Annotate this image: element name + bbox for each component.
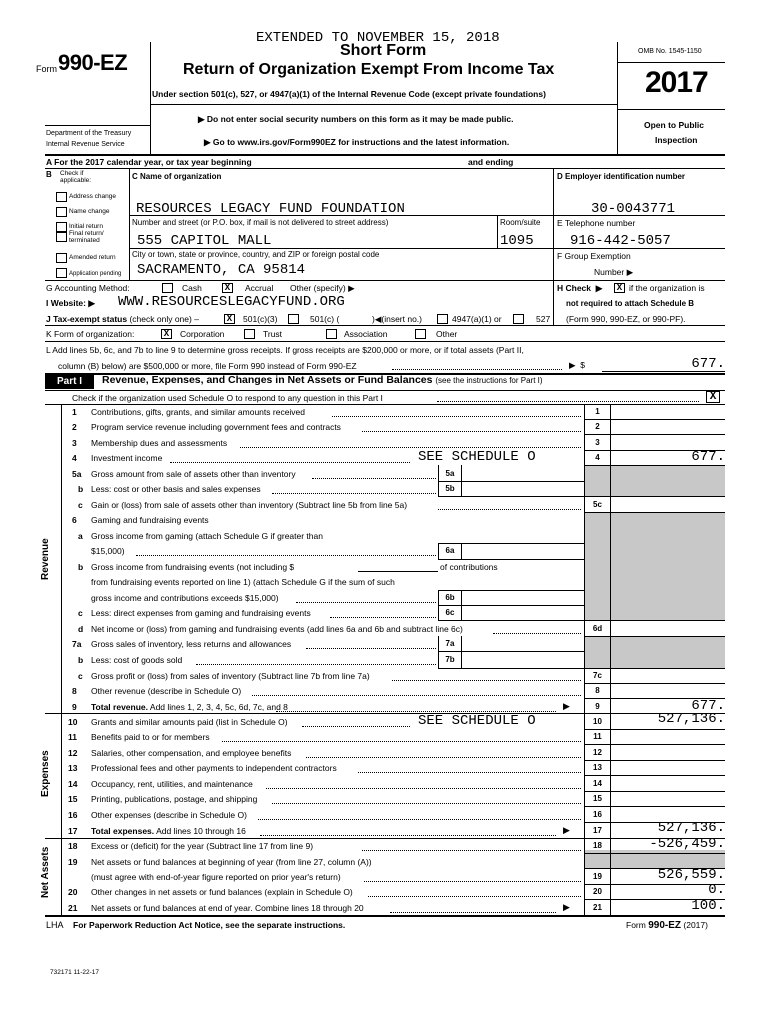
line-6c-text: Less: direct expenses from gaming and fundraising events xyxy=(91,608,311,618)
gross-receipts-text-2: column (B) below) are $500,000 or more, file Form 990 instead of Form 990-EZ xyxy=(58,361,357,371)
line-14-text: Occupancy, rent, utilities, and maintenance xyxy=(91,779,253,789)
city-label: City or town, state or province, country, and ZIP or foreign postal code xyxy=(132,250,380,259)
line-20-box: 20 xyxy=(593,887,602,896)
schedule-b-text-1: if the organization is xyxy=(629,283,705,293)
line-14-number: 14 xyxy=(68,779,78,789)
check-if-applicable: Check if applicable: xyxy=(60,170,92,184)
goto-instructions: ▶ Go to www.irs.gov/Form990EZ for instructions and the latest information. xyxy=(204,137,510,147)
line-6c-number: c xyxy=(78,608,83,618)
schedule-b-text-2: not required to attach Schedule B xyxy=(566,299,695,308)
line-20-text: Other changes in net assets or fund balances (explain in Schedule O) xyxy=(91,887,353,897)
line-4-schedule-note: SEE SCHEDULE O xyxy=(418,449,536,465)
form-of-org-label: K Form of organization: xyxy=(46,329,135,339)
501c3-checkbox[interactable]: X xyxy=(224,314,235,324)
line-17-arrow-icon: ▶ xyxy=(563,825,570,835)
form-code: 732171 11-22-17 xyxy=(50,969,100,976)
schedule-o-checkbox[interactable]: X xyxy=(706,391,720,403)
line-10-text: Grants and similar amounts paid (list in Schedule O) xyxy=(91,717,288,727)
line-17-number: 17 xyxy=(68,826,78,836)
short-form-title: Short Form xyxy=(340,42,427,59)
line-6b-text-2: from fundraising events reported on line 1) (attach Schedule G if the sum of such xyxy=(91,577,395,587)
line-9-box: 9 xyxy=(595,702,600,711)
line-12-text: Salaries, other compensation, and employee benefits xyxy=(91,748,292,758)
address-change-label: Address change xyxy=(69,193,116,200)
city-state-zip[interactable]: SACRAMENTO, CA 95814 xyxy=(137,262,306,278)
initial-return-label: Initial return xyxy=(69,223,103,230)
line-7a-text: Gross sales of inventory, less returns and allowances xyxy=(91,639,292,649)
line-17-box: 17 xyxy=(593,826,602,835)
insert-no-label: )◀(insert no.) xyxy=(372,314,422,324)
line-19-number: 19 xyxy=(68,857,78,867)
under-section: Under section 501(c), 527, or 4947(a)(1) of the Internal Revenue Code (except private foundations) xyxy=(152,89,546,99)
line-7a-number: 7a xyxy=(72,639,82,649)
group-exemption-number: Number ▶ xyxy=(594,267,634,277)
line-10-amount[interactable]: 527,136. xyxy=(657,711,725,727)
ssn-notice: ▶ Do not enter social security numbers on this form as it may be made public. xyxy=(198,114,514,124)
line-11-number: 11 xyxy=(68,732,77,742)
line-2-number: 2 xyxy=(72,422,77,432)
line-21-arrow-icon: ▶ xyxy=(563,902,570,912)
section-b-label: B xyxy=(46,170,52,179)
line-6a-box: 6a xyxy=(445,546,455,555)
telephone-label: E Telephone number xyxy=(557,218,636,228)
amended-return-checkbox[interactable] xyxy=(56,253,67,263)
org-name[interactable]: RESOURCES LEGACY FUND FOUNDATION xyxy=(136,201,405,217)
line-7c-text: Gross profit or (loss) from sales of inventory (Subtract line 7b from line 7a) xyxy=(91,671,370,681)
gross-receipts-text-1: L Add lines 5b, 6c, and 7b to line 9 to determine gross receipts. If gross receipts are $200,000 or more, or if total assets (Part II, xyxy=(46,345,524,355)
part-1-title: Revenue, Expenses, and Changes in Net Assets or Fund Balances (see the instructions for Part I) xyxy=(102,374,543,386)
accrual-label: Accrual xyxy=(245,283,274,293)
line-14-box: 14 xyxy=(593,779,602,788)
line-2-text: Program service revenue including government fees and contracts xyxy=(91,422,341,432)
line-5b-number: b xyxy=(78,484,84,494)
line-6d-number: d xyxy=(78,624,84,634)
line-8-text: Other revenue (describe in Schedule O) xyxy=(91,686,242,696)
part-1-label: Part I xyxy=(45,375,94,389)
triangle-right-icon: ▶ xyxy=(86,298,95,308)
line-15-text: Printing, publications, postage, and shipping xyxy=(91,794,258,804)
dept-treasury: Department of the Treasury xyxy=(46,130,132,137)
street-address[interactable]: 555 CAPITOL MALL xyxy=(137,233,272,249)
501c-checkbox[interactable] xyxy=(288,314,299,324)
line-6d-text: Net income or (loss) from gaming and fundraising events (add lines 6a and 6b and subtract line 6c) xyxy=(91,624,463,634)
line-1-number: 1 xyxy=(72,407,77,417)
line-1-text: Contributions, gifts, grants, and similar amounts received xyxy=(91,407,306,417)
line-1-box: 1 xyxy=(595,407,600,416)
line-7b-text: Less: cost of goods sold xyxy=(91,655,183,665)
line-6b-number: b xyxy=(78,562,84,572)
line-17-text: Total expenses. Add lines 10 through 16 xyxy=(91,826,246,836)
triangle-right-icon: ▶ xyxy=(624,267,634,277)
line-6b-text-1: Gross income from fundraising events (not including $ xyxy=(91,562,295,572)
line-7c-box: 7c xyxy=(593,671,602,680)
form-title: Return of Organization Exempt From Income Tax xyxy=(183,61,555,78)
association-label: Association xyxy=(344,329,388,339)
line-4-amount[interactable]: 677. xyxy=(691,449,725,465)
line-7c-number: c xyxy=(78,671,83,681)
ein-value[interactable]: 30-0043771 xyxy=(591,201,676,217)
line-4-box: 4 xyxy=(595,453,600,462)
accounting-method-label: G Accounting Method: xyxy=(46,283,130,293)
association-checkbox[interactable] xyxy=(326,329,337,339)
line-11-text: Benefits paid to or for members xyxy=(91,732,210,742)
other-method-label: Other (specify) ▶ xyxy=(290,283,355,293)
form-label: Form xyxy=(36,64,57,74)
street-label: Number and street (or P.O. box, if mail is not delivered to street address) xyxy=(132,218,389,227)
cash-checkbox[interactable] xyxy=(162,283,173,293)
address-change-checkbox[interactable] xyxy=(56,192,67,202)
line-7a-box: 7a xyxy=(445,639,455,648)
triangle-right-icon: ▶ xyxy=(198,114,207,124)
application-pending-checkbox[interactable] xyxy=(56,268,67,278)
line-7b-box: 7b xyxy=(445,655,455,664)
line-6-text: Gaming and fundraising events xyxy=(91,515,209,525)
paperwork-notice: For Paperwork Reduction Act Notice, see the separate instructions. xyxy=(73,920,346,930)
open-to-public: Open to Public xyxy=(644,120,704,130)
line-3-text: Membership dues and assessments xyxy=(91,438,228,448)
line-21-amount[interactable]: 100. xyxy=(691,898,725,914)
line-5b-box: 5b xyxy=(445,484,455,493)
4947-checkbox[interactable] xyxy=(437,314,448,324)
line-6b-contributions: of contributions xyxy=(440,562,498,572)
schedule-b-checkbox[interactable]: X xyxy=(614,283,625,293)
gross-receipts-amount[interactable]: 677. xyxy=(691,356,725,372)
expenses-side-label: Expenses xyxy=(40,750,51,797)
line-3-box: 3 xyxy=(595,438,600,447)
form-reference: Form 990-EZ (2017) xyxy=(626,920,708,931)
name-change-label: Name change xyxy=(69,208,110,215)
line-16-text: Other expenses (describe in Schedule O) xyxy=(91,810,247,820)
triangle-right-icon: ▶ xyxy=(345,283,355,293)
group-exemption-label: F Group Exemption xyxy=(557,251,631,261)
name-change-checkbox[interactable] xyxy=(56,207,67,217)
line-6b-box: 6b xyxy=(445,593,455,602)
other-org-label: Other xyxy=(436,329,458,339)
schedule-b-check: H Check ▶ xyxy=(557,283,603,293)
trust-checkbox[interactable] xyxy=(244,329,255,339)
line-7b-number: b xyxy=(78,655,84,665)
line-2-box: 2 xyxy=(595,422,600,431)
line-10-box: 10 xyxy=(593,717,602,726)
website-label: I Website: ▶ xyxy=(46,298,95,308)
line-5a-box: 5a xyxy=(445,469,455,478)
line-20-amount[interactable]: 0. xyxy=(708,882,725,898)
other-org-checkbox[interactable] xyxy=(415,329,426,339)
line-15-box: 15 xyxy=(593,794,602,803)
initial-return-checkbox[interactable] xyxy=(56,222,67,232)
line-9-amount[interactable]: 677. xyxy=(691,698,725,714)
line-6d-box: 6d xyxy=(592,624,603,633)
triangle-right-icon: ▶ xyxy=(204,137,213,147)
527-label: 527 xyxy=(536,314,551,324)
line-5a-number: 5a xyxy=(72,469,82,479)
line-9-arrow-icon: ▶ xyxy=(563,701,570,711)
line-21-text: Net assets or fund balances at end of year. Combine lines 18 through 20 xyxy=(91,903,364,913)
501c3-label: 501(c)(3) xyxy=(243,314,278,324)
line-18-box: 18 xyxy=(593,841,602,850)
line-6a-number: a xyxy=(78,531,83,541)
line-3-number: 3 xyxy=(72,438,77,448)
tax-year: 2017 xyxy=(645,66,708,99)
line-4-text: Investment income xyxy=(91,453,163,463)
room-suite-label: Room/suite xyxy=(500,218,541,227)
line-8-number: 8 xyxy=(72,686,77,696)
website-url[interactable]: WWW.RESOURCESLEGACYFUND.ORG xyxy=(118,294,345,310)
line-15-number: 15 xyxy=(68,794,78,804)
schedule-o-check-text: Check if the organization used Schedule O to respond to any question in this Part I xyxy=(72,393,383,403)
527-checkbox[interactable] xyxy=(513,314,524,324)
corporation-checkbox[interactable]: X xyxy=(161,329,172,339)
line-6b-text-3: gross income and contributions exceeds $15,000) xyxy=(91,593,279,603)
line-6a-text-2: $15,000) xyxy=(91,546,125,556)
tax-year-begin: A For the 2017 calendar year, or tax year beginning xyxy=(46,157,252,167)
line-19-amount[interactable]: 526,559. xyxy=(657,867,725,883)
line-9-number: 9 xyxy=(72,702,77,712)
line-5b-text: Less: cost or other basis and sales expenses xyxy=(91,484,261,494)
omb-number: OMB No. 1545-1150 xyxy=(638,48,702,55)
revenue-side-label: Revenue xyxy=(40,538,51,580)
line-6a-text-1: Gross income from gaming (attach Schedule G if greater than xyxy=(91,531,323,541)
line-11-box: 11 xyxy=(593,732,602,741)
line-20-number: 20 xyxy=(68,887,78,897)
line-19-text-1: Net assets or fund balances at beginning of year (from line 27, column (A)) xyxy=(91,857,372,867)
amended-return-label: Amended return xyxy=(69,254,116,261)
line-19-text-2: (must agree with end-of-year figure reported on prior year's return) xyxy=(91,872,341,882)
final-return-label: Final return/ terminated xyxy=(69,230,104,244)
inspection: Inspection xyxy=(655,135,698,145)
line-21-number: 21 xyxy=(68,903,78,913)
form-number: 990-EZ xyxy=(58,50,128,75)
net-assets-side-label: Net Assets xyxy=(40,846,51,898)
line-16-box: 16 xyxy=(593,810,602,819)
line-10-schedule-note: SEE SCHEDULE O xyxy=(418,713,536,729)
line-10-number: 10 xyxy=(68,717,78,727)
line-5a-text: Gross amount from sale of assets other than inventory xyxy=(91,469,296,479)
line-21-box: 21 xyxy=(593,903,602,912)
lha-label: LHA xyxy=(46,920,64,930)
line-5c-text: Gain or (loss) from sale of assets other than inventory (Subtract line 5b from line 5a) xyxy=(91,500,408,510)
line-12-box: 12 xyxy=(593,748,602,757)
line-9-text: Total revenue. Add lines 1, 2, 3, 4, 5c, 6d, 7c, and 8 xyxy=(91,702,288,712)
gross-receipts-arrow: ▶ $ xyxy=(569,360,585,370)
line-13-text: Professional fees and other payments to independent contractors xyxy=(91,763,337,773)
line-6-number: 6 xyxy=(72,515,77,525)
cash-label: Cash xyxy=(182,283,202,293)
corporation-label: Corporation xyxy=(180,329,225,339)
line-6c-box: 6c xyxy=(445,608,455,617)
org-name-label: C Name of organization xyxy=(132,172,222,181)
tax-year-end: and ending xyxy=(468,157,514,167)
501c-label: 501(c) ( xyxy=(310,314,340,324)
final-return-checkbox[interactable] xyxy=(56,232,67,242)
room-suite[interactable]: 1095 xyxy=(500,233,534,249)
extension-notice: EXTENDED TO NOVEMBER 15, 2018 xyxy=(256,30,500,46)
line-4-number: 4 xyxy=(72,453,77,463)
line-13-box: 13 xyxy=(593,763,602,772)
schedule-b-text-3: (Form 990, 990-EZ, or 990-PF). xyxy=(566,314,686,324)
line-17-amount[interactable]: 527,136. xyxy=(657,820,725,836)
line-18-amount[interactable]: -526,459. xyxy=(649,836,725,852)
line-5c-number: c xyxy=(78,500,83,510)
line-8-box: 8 xyxy=(595,686,600,695)
line-5c-box: 5c xyxy=(593,500,602,509)
line-18-number: 18 xyxy=(68,841,78,851)
trust-label: Trust xyxy=(263,329,283,339)
triangle-right-icon: ▶ xyxy=(591,283,603,293)
line-13-number: 13 xyxy=(68,763,78,773)
irs-label: Internal Revenue Service xyxy=(46,141,125,148)
accrual-checkbox[interactable]: X xyxy=(222,283,233,293)
line-18-text: Excess or (deficit) for the year (Subtract line 17 from line 9) xyxy=(91,841,314,851)
ein-label: D Employer identification number xyxy=(557,172,686,181)
line-12-number: 12 xyxy=(68,748,78,758)
application-pending-label: Application pending xyxy=(69,271,122,277)
line-16-number: 16 xyxy=(68,810,78,820)
tax-exempt-status-label: J Tax-exempt status (check only one) – xyxy=(46,314,199,324)
telephone-value[interactable]: 916-442-5057 xyxy=(570,233,671,249)
line-19-box: 19 xyxy=(593,872,602,881)
4947-label: 4947(a)(1) or xyxy=(452,314,502,324)
